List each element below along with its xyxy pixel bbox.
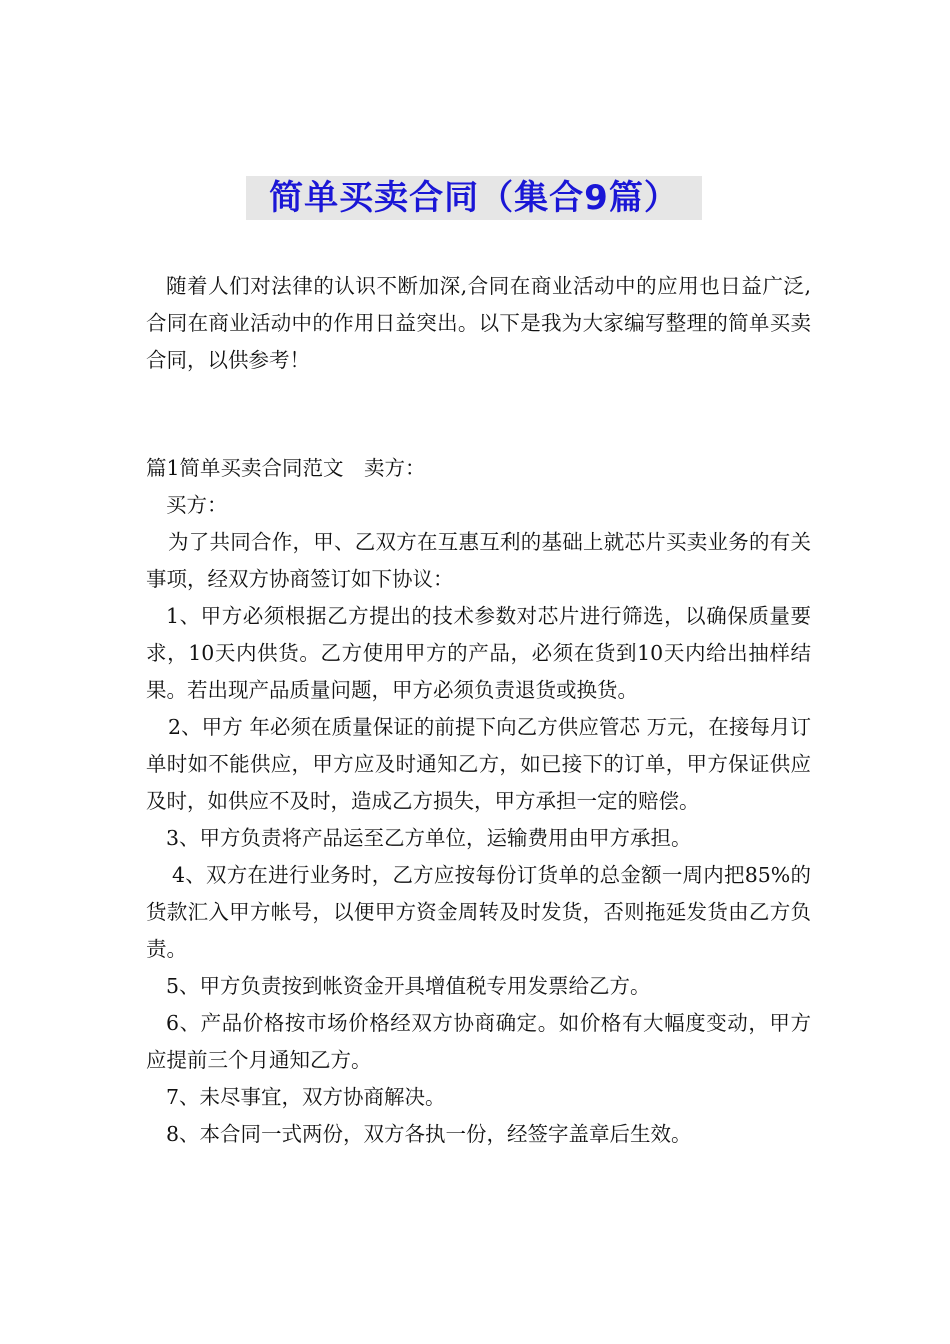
clause-8: 8、本合同一式两份，双方各执一份，经签字盖章后生效。	[166, 1122, 692, 1146]
clause-1: 1、甲方必须根据乙方提出的技术参数对芯片进行筛选，以确保质量要求，10天内供货。乙方使用甲方的产品，必须在货到10天内给出抽样结果。若出现产品质量问题，甲方必须负责退货或换货。	[146, 604, 811, 702]
clause-6: 6、产品价格按市场价格经双方协商确定。如价格有大幅度变动，甲方应提前三个月通知乙方。	[146, 1011, 811, 1072]
preamble-paragraph: 为了共同合作，甲、乙双方在互惠互利的基础上就芯片买卖业务的有关事项，经双方协商签订如下协议：	[146, 530, 811, 591]
section-heading: 篇1简单买卖合同范文 卖方：	[146, 456, 426, 480]
clause-4: 4、双方在进行业务时，乙方应按每份订货单的总金额一周内把85%的货款汇入甲方帐号，以便甲方资金周转及时发货，否则拖延发货由乙方负责。	[146, 863, 811, 961]
document-title: 简单买卖合同（集合9篇）	[246, 176, 702, 220]
clause-3: 3、甲方负责将产品运至乙方单位，运输费用由甲方承担。	[166, 826, 692, 850]
intro-paragraph: 随着人们对法律的认识不断加深,合同在商业活动中的应用也日益广泛,合同在商业活动中的作用日益突出。以下是我为大家编写整理的简单买卖合同，以供参考！	[146, 274, 811, 372]
clause-2: 2、甲方 年必须在质量保证的前提下向乙方供应管芯 万元，在接每月订单时如不能供应，甲方应及时通知乙方，如已接下的订单，甲方保证供应及时，如供应不及时，造成乙方损失，甲方承担一定的赔偿。	[146, 715, 811, 813]
clause-5: 5、甲方负责按到帐资金开具增值税专用发票给乙方。	[166, 974, 651, 998]
contract-body	[146, 450, 811, 1153]
intro-block	[146, 268, 811, 379]
buyer-line: 买方：	[166, 493, 228, 517]
clause-7: 7、未尽事宜，双方协商解决。	[166, 1085, 446, 1109]
